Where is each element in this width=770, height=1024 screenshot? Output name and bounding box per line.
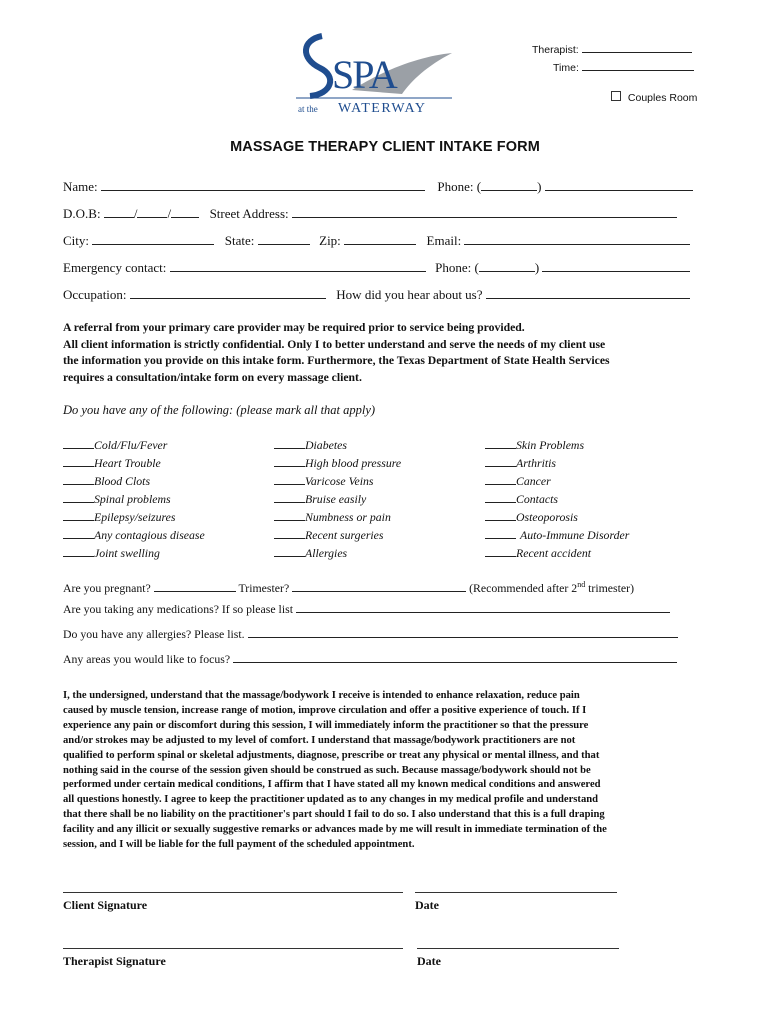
pregnant-label: Are you pregnant? (63, 580, 151, 595)
city-label: City: (63, 233, 90, 248)
allergies-label: Do you have any allergies? Please list. (63, 627, 245, 641)
agreement-line: all questions honestly. I agree to keep the practitioner updated as to any changes in my medical profile and understand (63, 794, 599, 806)
agreement-line: experience any pain or discomfort during this session, I will immediately inform the practitioner so that the pressure (63, 719, 589, 731)
street-address-line[interactable] (292, 204, 677, 218)
trimester-line[interactable] (292, 579, 466, 592)
dob-year-line[interactable] (171, 204, 199, 218)
condition-item[interactable]: Spinal problems (63, 490, 205, 508)
condition-item[interactable]: Allergies (274, 544, 401, 562)
logo-small-text: at the (298, 104, 318, 114)
dob-month-line[interactable] (104, 204, 134, 218)
condition-item[interactable]: Heart Trouble (63, 454, 205, 472)
agreement-paragraph (63, 689, 733, 853)
condition-item[interactable]: Cancer (485, 472, 629, 490)
condition-item[interactable]: Joint swelling (63, 544, 205, 562)
phone-area-line[interactable] (481, 177, 537, 191)
therapist-line[interactable] (582, 42, 692, 53)
condition-item[interactable]: Bruise easily (274, 490, 401, 508)
form-title: MASSAGE THERAPY CLIENT INTAKE FORM (230, 139, 540, 155)
logo-waterway: WATERWAY (338, 101, 427, 116)
client-date-line[interactable] (415, 892, 617, 893)
condition-item[interactable]: Cold/Flu/Fever (63, 436, 205, 454)
agreement-line: performed under certain medical conditions, I affirm that I have stated all my known medical conditions and answered (63, 779, 601, 791)
logo-swoosh-arc (306, 36, 330, 96)
condition-item[interactable]: Skin Problems (485, 436, 629, 454)
pregnant-line[interactable] (154, 579, 236, 592)
phone-label: Phone: ( (437, 179, 482, 194)
focus-row (63, 650, 677, 668)
dob-slash-1: / (133, 206, 138, 221)
street-address-label: Street Address: (209, 206, 289, 221)
condition-item[interactable]: Osteoporosis (485, 508, 629, 526)
city-line[interactable] (92, 231, 214, 245)
emergency-phone-line[interactable] (542, 258, 690, 272)
hear-about-label: How did you hear about us? (336, 287, 483, 302)
logo-main-letters: SPA (332, 52, 396, 97)
notice-line-4: requires a consultation/intake form on every massage client. (63, 370, 362, 384)
medications-line[interactable] (296, 600, 670, 613)
medications-label: Are you taking any medications? If so please list (63, 602, 293, 616)
agreement-line: facility and any illicit or sexually suggestive remarks or advances made by me will result in immediate termination of the (63, 824, 607, 836)
condition-item[interactable]: High blood pressure (274, 454, 401, 472)
name-input-line[interactable] (101, 177, 425, 191)
dob-slash-2: / (167, 206, 172, 221)
name-row (63, 177, 693, 195)
therapist-signature-label: Therapist Signature (63, 954, 166, 968)
occupation-line[interactable] (130, 285, 326, 299)
focus-line[interactable] (233, 650, 677, 663)
client-signature-line[interactable] (63, 892, 403, 893)
agreement-line: that there shall be no liability on the practitioner's part should I fail to do so. I also understand that this is a full draping (63, 809, 605, 821)
client-date-label: Date (415, 898, 439, 912)
zip-label: Zip: (319, 233, 341, 248)
dob-day-line[interactable] (137, 204, 167, 218)
emergency-phone-close: ) (534, 260, 540, 275)
state-label: State: (224, 233, 255, 248)
recommended-note: (Recommended after 2nd trimester) (469, 580, 634, 595)
phone-close: ) (537, 179, 542, 194)
agreement-line: qualified to perform spinal or skeletal adjustments, diagnose, prescribe or treat any physical or mental illness, and that (63, 749, 600, 761)
agreement-line: and/or strokes may be adjusted to my level of comfort. I understand that massage/bodywork practitioners are not (63, 734, 576, 746)
notice-line-1: A referral from your primary care provider may be required prior to service being provided. (63, 321, 525, 334)
city-row (63, 231, 690, 249)
couples-room-label: Couples Room (627, 92, 698, 104)
conditions-col-1 (63, 436, 205, 562)
condition-item[interactable]: Contacts (485, 490, 629, 508)
agreement-line: caused by muscle tension, increase range of motion, improve circulation and offer a positive experience of touch. If I (63, 704, 587, 716)
condition-item[interactable]: Any contagious disease (63, 526, 205, 544)
time-field (553, 60, 694, 74)
agreement-line: nothing said in the course of the session given should be construed as such. Because massage/bodywork should not be (63, 764, 591, 776)
time-label: Time: (553, 62, 579, 74)
therapist-label: Therapist: (532, 44, 579, 56)
conditions-prompt: Do you have any of the following: (please mark all that apply) (63, 403, 376, 417)
condition-item[interactable]: Recent surgeries (274, 526, 401, 544)
condition-item[interactable]: Epilepsy/seizures (63, 508, 205, 526)
conditions-col-3 (485, 436, 629, 562)
therapist-field (532, 42, 692, 56)
couples-room-checkbox[interactable] (611, 91, 621, 101)
client-signature-label: Client Signature (63, 898, 148, 912)
name-label: Name: (63, 179, 98, 194)
allergies-line[interactable] (248, 625, 678, 638)
notice-paragraph (63, 320, 723, 386)
condition-item[interactable]: Diabetes (274, 436, 401, 454)
state-line[interactable] (258, 231, 310, 245)
dob-row (63, 204, 677, 222)
notice-line-3: the information you provide on this intake form. Furthermore, the Texas Department of State Health Services (63, 354, 610, 367)
emergency-contact-label: Emergency contact: (63, 260, 167, 275)
condition-item[interactable]: Auto-Immune Disorder (485, 526, 629, 544)
zip-line[interactable] (344, 231, 416, 245)
occupation-label: Occupation: (63, 287, 127, 302)
phone-input-line[interactable] (545, 177, 693, 191)
focus-label: Any areas you would like to focus? (63, 652, 231, 666)
email-label: Email: (426, 233, 462, 248)
hear-about-line[interactable] (486, 285, 690, 299)
therapist-signature-line[interactable] (63, 948, 403, 949)
dob-label: D.O.B: (63, 206, 101, 221)
agreement-line: I, the undersigned, understand that the massage/bodywork I receive is intended to enhance relaxation, reduce pain (63, 690, 580, 701)
time-line[interactable] (582, 60, 694, 71)
emergency-row (63, 258, 690, 276)
condition-item[interactable]: Varicose Veins (274, 472, 401, 490)
emergency-phone-area-line[interactable] (479, 258, 535, 272)
pregnant-row (63, 576, 634, 597)
email-line[interactable] (464, 231, 690, 245)
spa-logo (292, 28, 462, 118)
emergency-contact-line[interactable] (170, 258, 426, 272)
condition-item[interactable]: Recent accident (485, 544, 629, 562)
trimester-label: Trimester? (238, 580, 290, 595)
condition-item[interactable]: Blood Clots (63, 472, 205, 490)
emergency-phone-label: Phone: ( (435, 260, 479, 275)
condition-item[interactable]: Numbness or pain (274, 508, 401, 526)
occupation-row (63, 285, 690, 303)
agreement-line: session, and I will be liable for the full payment of the scheduled appointment. (63, 839, 415, 851)
allergies-row (63, 625, 678, 643)
therapist-date-label: Date (417, 954, 441, 968)
condition-item[interactable]: Arthritis (485, 454, 629, 472)
couples-room-field (611, 92, 697, 104)
notice-line-2: All client information is strictly confidential. Only I to better understand and serve the needs of my client use (63, 337, 606, 351)
conditions-col-2 (274, 436, 401, 562)
therapist-date-line[interactable] (417, 948, 619, 949)
medications-row (63, 600, 670, 618)
